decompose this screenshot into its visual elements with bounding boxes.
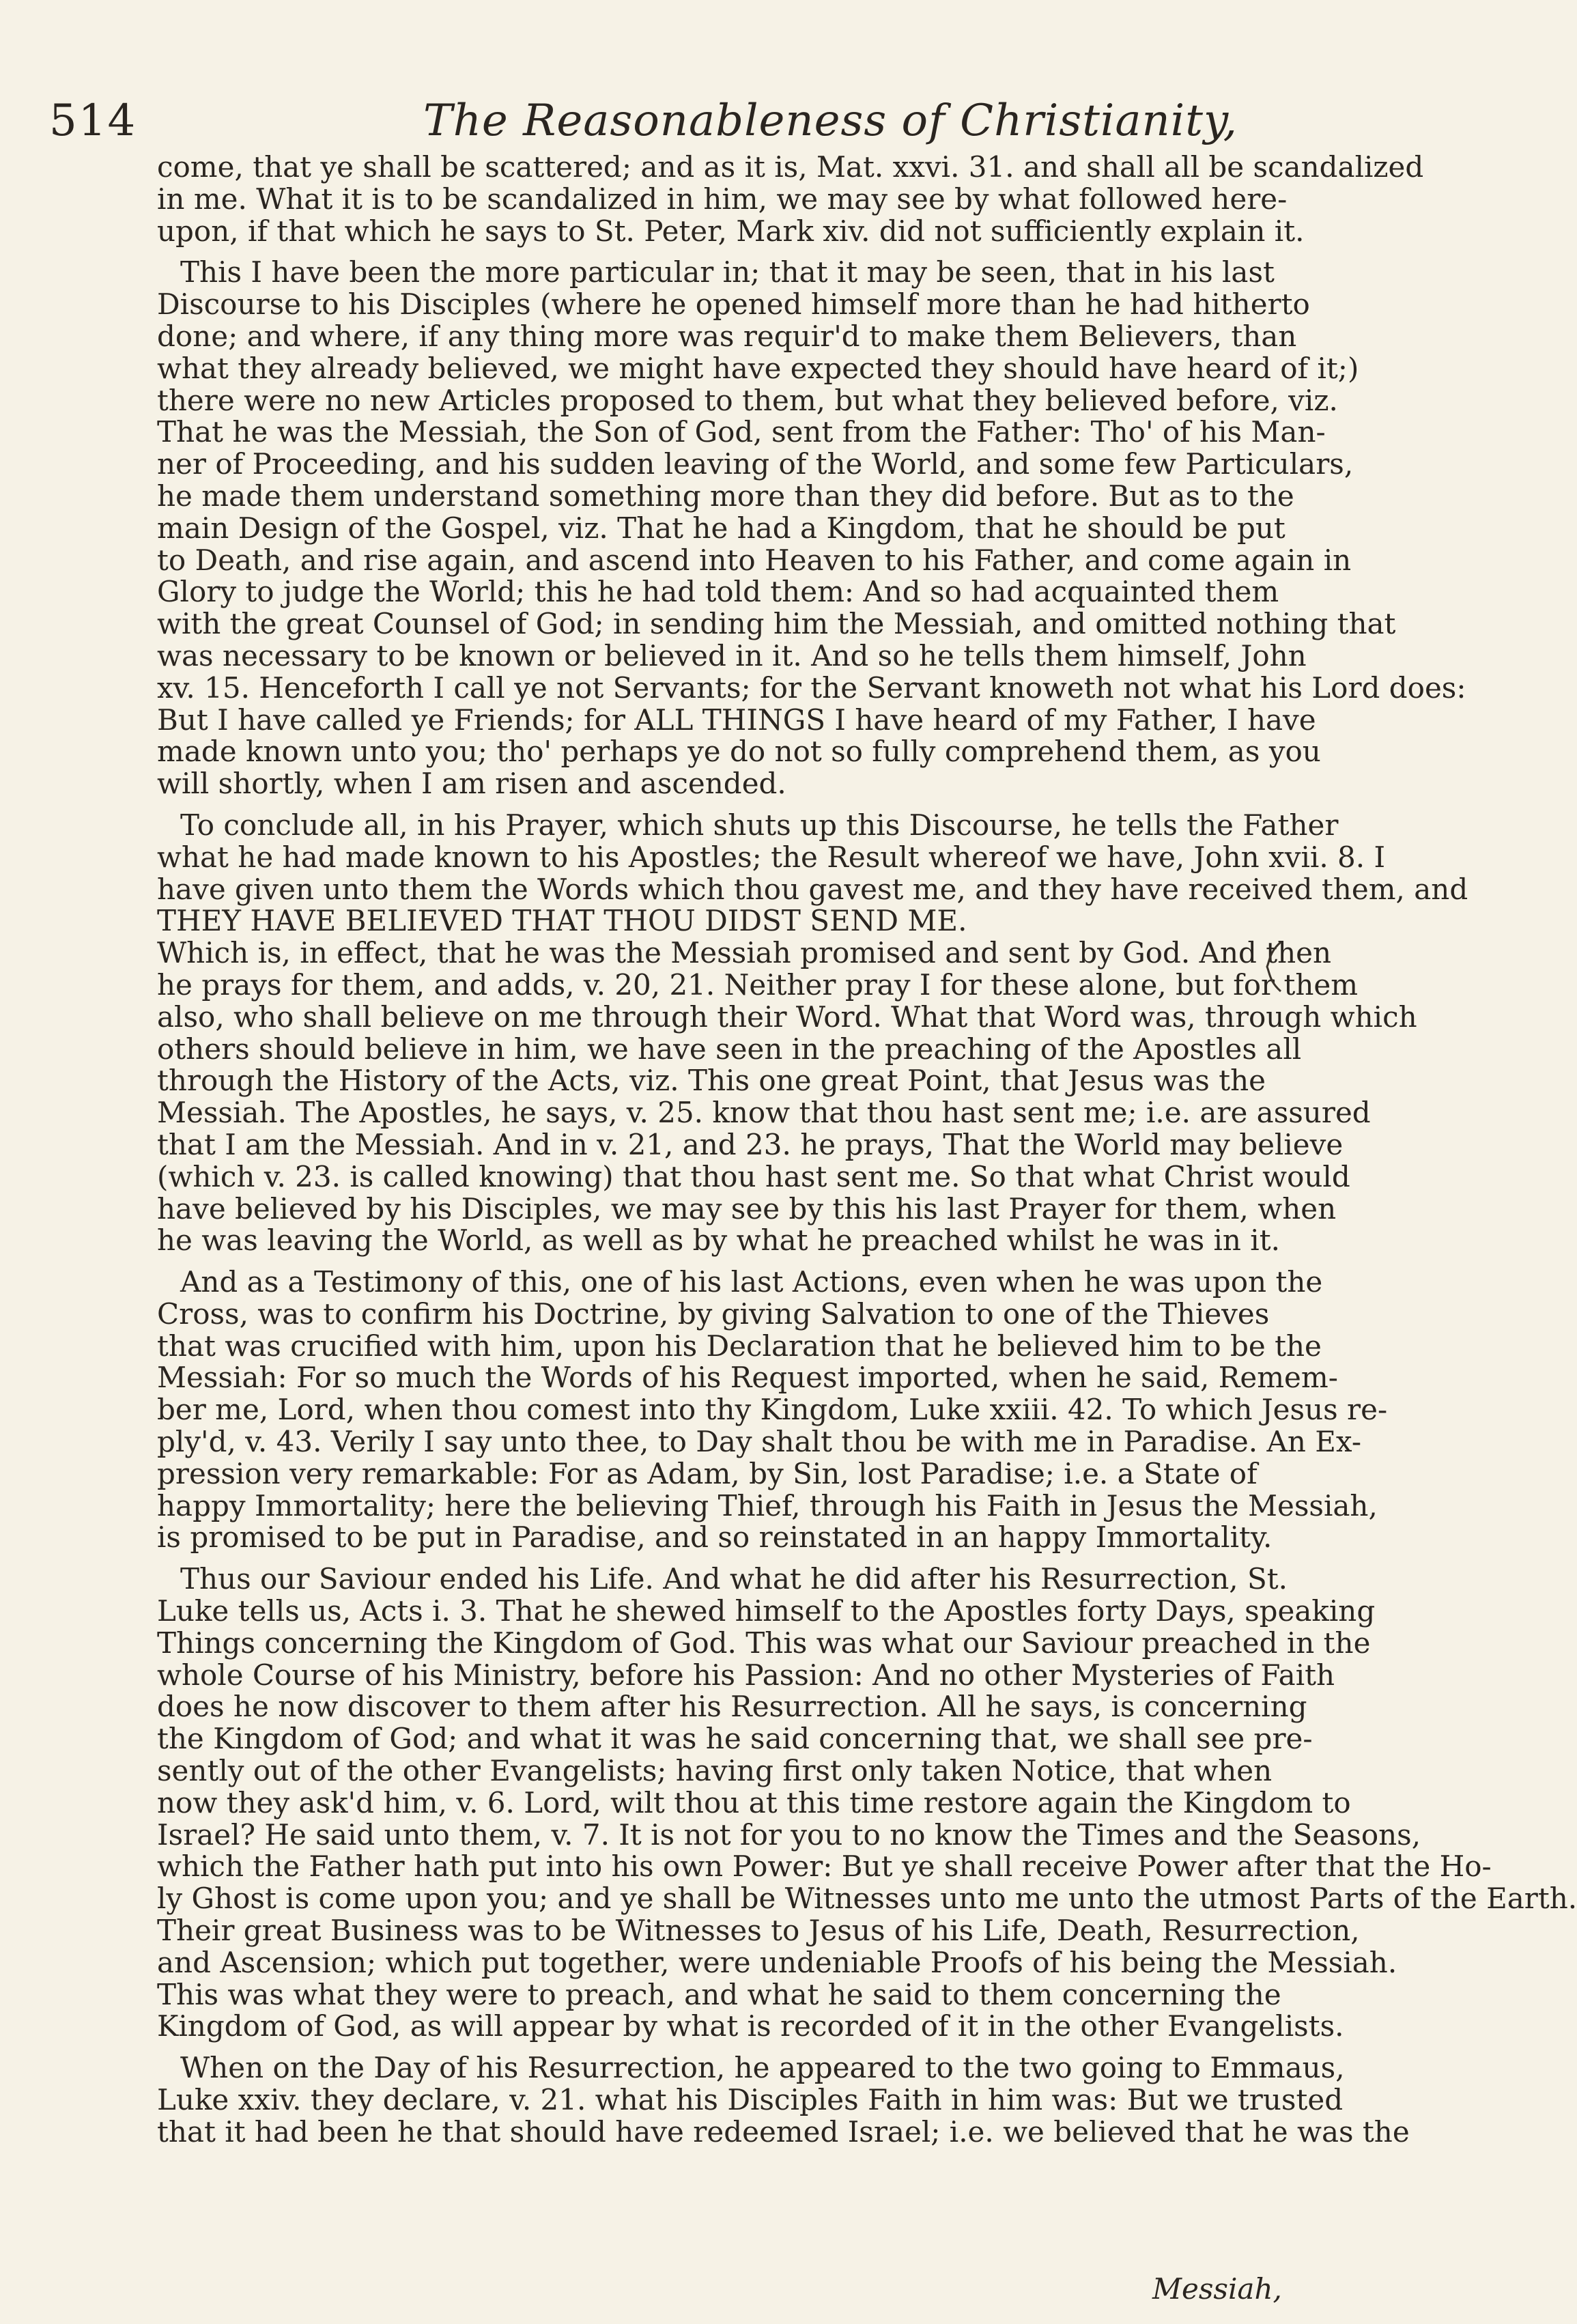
text-line: THEY HAVE BELIEVED THAT THOU DIDST SEND ME. [157,904,967,938]
text-line: ply'd, v. 43. Verily I say unto thee, to Day shalt thou be with me in Paradise. An Ex- [157,1425,1362,1459]
text-line: is promised to be put in Paradise, and so reinstated in an happy Immortality. [157,1520,1273,1555]
text-line: that it had been he that should have redeemed Israel; i.e. we believed that he was the [157,2114,1410,2149]
text-line: others should believe in him, we have seen in the preaching of the Apostles all [157,1032,1302,1066]
text-line: whole Course of his Ministry, before his Passion: And no other Mysteries of Faith [157,1658,1335,1692]
text-line: come, that ye shall be scattered; and as it is, Mat. xxvi. 31. and shall all be scandalized [157,150,1424,184]
text-line: he was leaving the World, as well as by what he preached whilst he was in it. [157,1223,1280,1258]
text-line: This I have been the more particular in; that it may be seen, that in his last [180,255,1275,289]
text-line: that was crucified with him, upon his Declaration that he believed him to be the [157,1329,1322,1363]
text-line: Thus our Saviour ended his Life. And what he did after his Resurrection, St. [180,1562,1288,1596]
text-line: sently out of the other Evangelists; having first only taken Notice, that when [157,1754,1273,1788]
text-line: through the History of the Acts, viz. This one great Point, that Jesus was the [157,1064,1266,1098]
text-line: That he was the Messiah, the Son of God, sent from the Father: Tho' of his Man- [157,415,1326,449]
text-line: done; and where, if any thing more was requir'd to make them Believers, than [157,319,1297,353]
running-head: The Reasonableness of Christianity, [423,96,1238,146]
text-line: This was what they were to preach, and what he said to them concerning the [157,1977,1281,2011]
text-line: will shortly, when I am risen and ascended. [157,767,786,801]
text-line: now they ask'd him, v. 6. Lord, wilt thou at this time restore again the Kingdom to [157,1785,1351,1819]
text-line: have believed by his Disciples, we may see by this his last Prayer for them, when [157,1191,1337,1225]
text-line: Luke tells us, Acts i. 3. That he shewed himself to the Apostles forty Days, speaking [157,1594,1376,1628]
text-line: does he now discover to them after his Resurrection. All he says, is concerning [157,1690,1307,1724]
catchword: Messiah, [1152,2272,1282,2306]
text-line: xv. 15. Henceforth I call ye not Servants; for the Servant knoweth not what his Lord does: [157,670,1466,705]
text-line: in me. What it is to be scandalized in him, we may see by what followed here- [157,182,1288,216]
margin-bracket-mark [1263,939,1288,994]
text-line: Discourse to his Disciples (where he opened himself more than he had hitherto [157,287,1310,322]
text-line: Glory to judge the World; this he had told them: And so had acquainted them [157,575,1279,609]
text-line: happy Immortality; here the believing Thief, through his Faith in Jesus the Messiah, [157,1488,1378,1522]
text-line: what they already believed, we might have expected they should have heard of it;) [157,351,1359,385]
page-number: 514 [49,96,137,146]
text-line: upon, if that which he says to St. Peter, Mark xiv. did not sufficiently explain it. [157,214,1305,248]
text-line: And as a Testimony of this, one of his last Actions, even when he was upon the [180,1265,1323,1299]
text-line: Messiah: For so much the Words of his Request imported, when he said, Remem- [157,1361,1338,1395]
body-text [157,150,1577,2149]
text-line: When on the Day of his Resurrection, he appeared to the two going to Emmaus, [180,2051,1345,2085]
text-line: Things concerning the Kingdom of God. This was what our Saviour preached in the [157,1626,1371,1660]
text-line: pression very remarkable: For as Adam, by Sin, lost Paradise; i.e. a State of [157,1456,1258,1490]
text-line: ber me, Lord, when thou comest into thy Kingdom, Luke xxiii. 42. To which Jesus re- [157,1393,1388,1427]
text-line: to Death, and rise again, and ascend into Heaven to his Father, and come again in [157,543,1352,577]
text-line: (which v. 23. is called knowing) that thou hast sent me. So that what Christ would [157,1159,1350,1193]
text-line: and Ascension; which put together, were undeniable Proofs of his being the Messiah. [157,1945,1397,1979]
text-line: ner of Proceeding, and his sudden leaving of the World, and some few Particulars, [157,447,1354,481]
text-line: that I am the Messiah. And in v. 21, and 23. he prays, That the World may believe [157,1127,1344,1161]
text-line: with the great Counsel of God; in sending him the Messiah, and omitted nothing that [157,607,1396,641]
text-line: have given unto them the Words which thou gavest me, and they have received them, and [157,872,1468,906]
text-line: he prays for them, and adds, v. 20, 21. Neither pray I for these alone, but for them [157,967,1359,1002]
text-line: Cross, was to confirm his Doctrine, by giving Salvation to one of the Thieves [157,1296,1270,1331]
text-line: main Design of the Gospel, viz. That he had a Kingdom, that he should be put [157,511,1285,545]
text-line: Kingdom of God, as will appear by what is recorded of it in the other Evangelists. [157,2009,1344,2043]
text-line: Israel? He said unto them, v. 7. It is not for you to no know the Times and the Seasons, [157,1817,1421,1852]
text-line: the Kingdom of God; and what it was he said concerning that, we shall see pre- [157,1722,1313,1756]
text-line: Messiah. The Apostles, he says, v. 25. know that thou hast sent me; i.e. are assured [157,1096,1371,1130]
text-line: Which is, in effect, that he was the Messiah promised and sent by God. And then [157,936,1332,970]
text-line: To conclude all, in his Prayer, which shuts up this Discourse, he tells the Father [180,808,1339,842]
text-line: he made them understand something more than they did before. But as to the [157,479,1294,513]
text-line: Luke xxiv. they declare, v. 21. what his Disciples Faith in him was: But we trusted [157,2083,1344,2117]
text-line: made known unto you; tho' perhaps ye do not so fully comprehend them, as you [157,735,1321,769]
text-line: which the Father hath put into his own Power: But ye shall receive Power after that the Ho- [157,1850,1492,1884]
text-line: Their great Business was to be Witnesses to Jesus of his Life, Death, Resurrection, [157,1914,1360,1948]
text-line: ly Ghost is come upon you; and ye shall be Witnesses unto me unto the utmost Parts of the Earth. [157,1882,1577,1916]
text-line: also, who shall believe on me through their Word. What that Word was, through which [157,1000,1417,1034]
text-line: what he had made known to his Apostles; the Result whereof we have, John xvii. 8. I [157,840,1386,874]
text-line: But I have called ye Friends; for ALL THINGS I have heard of my Father, I have [157,703,1316,737]
text-line: there were no new Articles proposed to them, but what they believed before, viz. [157,383,1338,417]
text-line: was necessary to be known or believed in it. And so he tells them himself, John [157,638,1307,672]
